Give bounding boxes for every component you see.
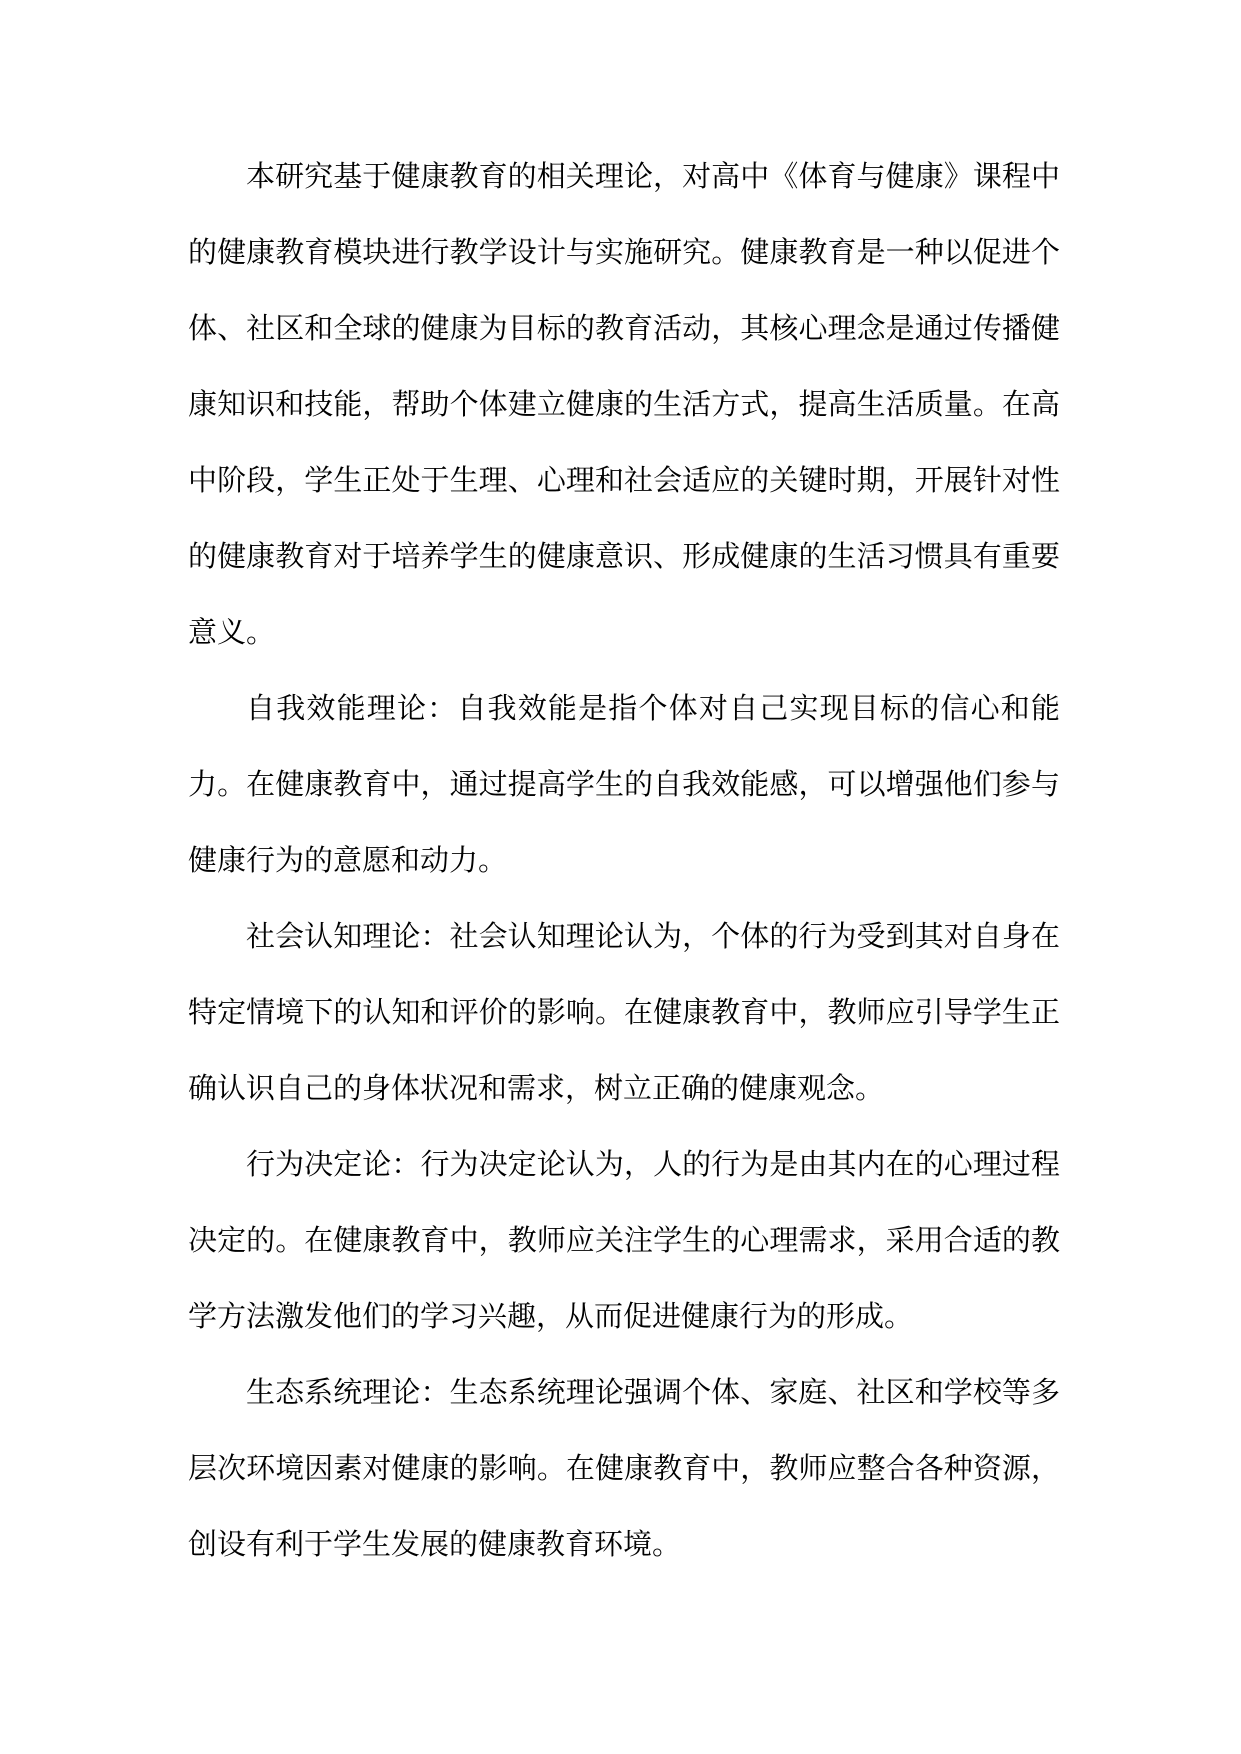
paragraph-behavior-determinism: 行为决定论：行为决定论认为，人的行为是由其内在的心理过程决定的。在健康教育中，教师应关注学生的心理需求，采用合适的教学方法激发他们的学习兴趣，从而促进健康行为的形成。	[188, 1147, 1060, 1333]
paragraph-ecological-systems-theory: 生态系统理论：生态系统理论强调个体、家庭、社区和学校等多层次环境因素对健康的影响。在健康教育中，教师应整合各种资源，创设有利于学生发展的健康教育环境。	[188, 1375, 1060, 1561]
paragraph-social-cognitive-theory: 社会认知理论：社会认知理论认为，个体的行为受到其对自身在特定情境下的认知和评价的影响。在健康教育中，教师应引导学生正确认识自己的身体状况和需求，树立正确的健康观念。	[188, 919, 1060, 1105]
document-body	[188, 138, 1060, 1582]
paragraph-self-efficacy-theory: 自我效能理论：自我效能是指个体对自己实现目标的信心和能力。在健康教育中，通过提高学生的自我效能感，可以增强他们参与健康行为的意愿和动力。	[188, 691, 1060, 877]
paragraph-health-education-intro: 本研究基于健康教育的相关理论，对高中《体育与健康》课程中的健康教育模块进行教学设计与实施研究。健康教育是一种以促进个体、社区和全球的健康为目标的教育活动，其核心理念是通过传播健康知识和技能，帮助个体建立健康的生活方式，提高生活质量。在高中阶段，学生正处于生理、心理和社会适应的关键时期，开展针对性的健康教育对于培养学生的健康意识、形成健康的生活习惯具有重要意义。	[188, 159, 1060, 649]
